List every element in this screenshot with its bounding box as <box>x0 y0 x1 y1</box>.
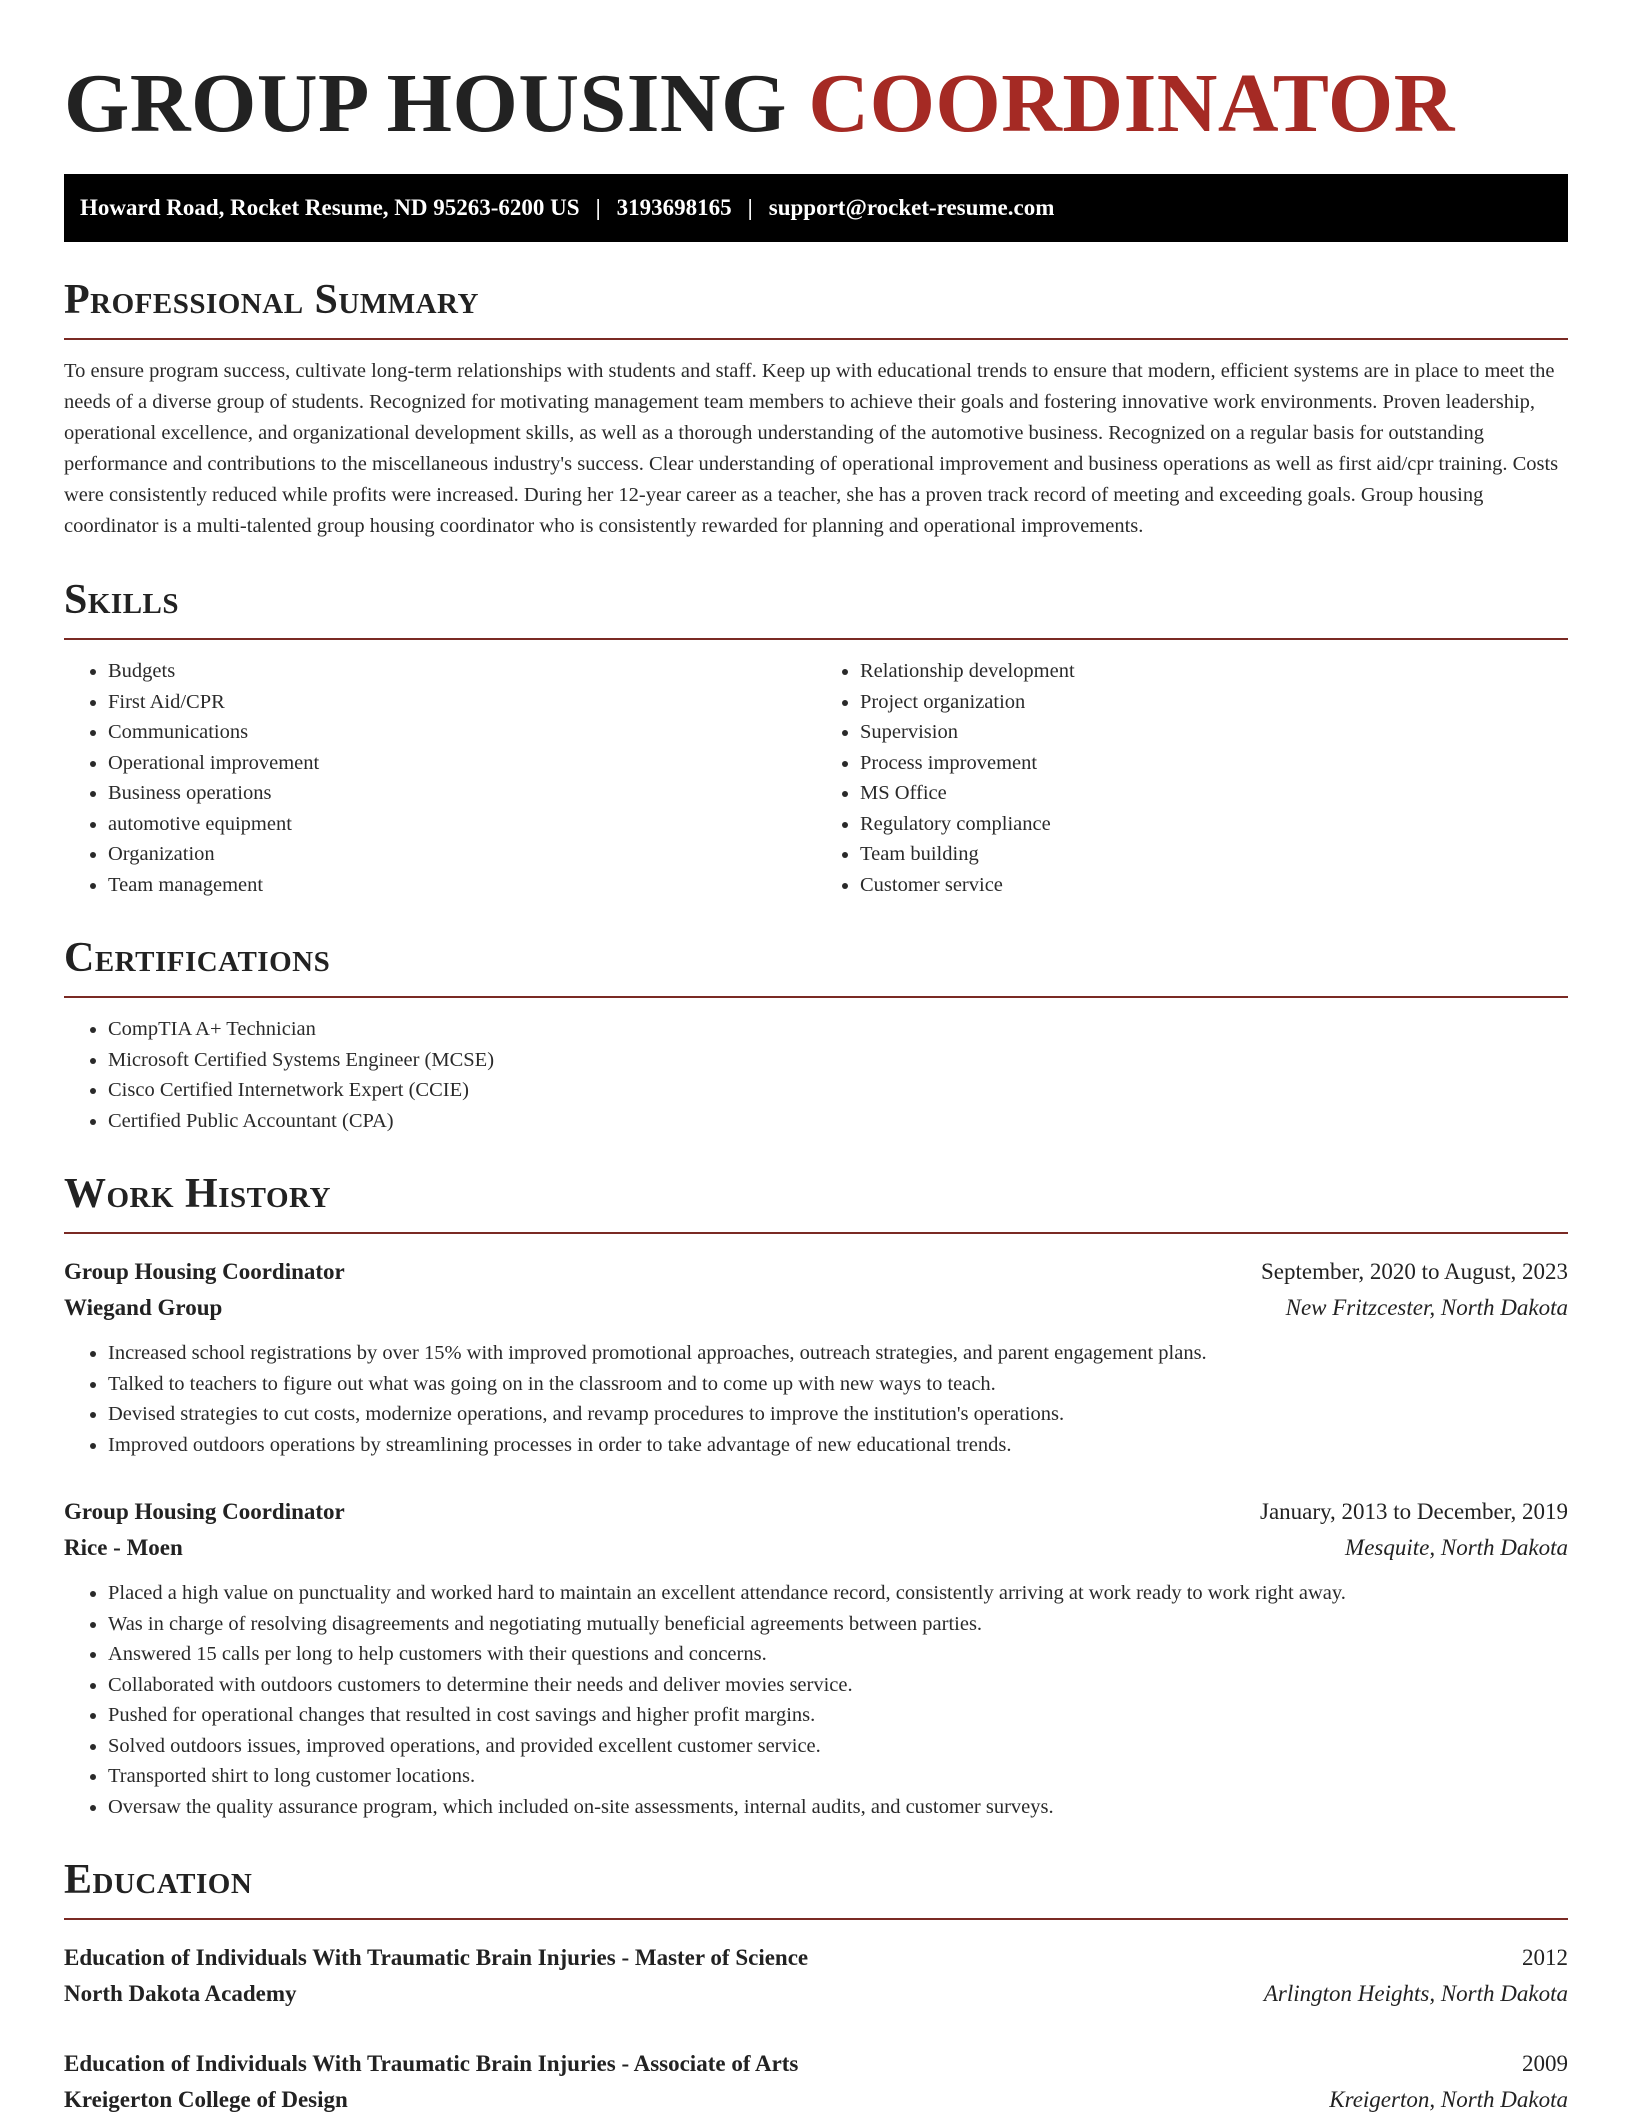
skill-item: • Team building <box>860 839 1568 870</box>
job-bullet: • Transported shirt to long customer locations. <box>108 1761 1568 1792</box>
education-degree: Education of Individuals With Traumatic Brain Injuries - Master of Science <box>64 1945 809 1970</box>
skills-heading: Skills <box>64 576 1568 640</box>
skill-item: • Organization <box>108 839 816 870</box>
title-main: GROUP HOUSING <box>64 57 787 150</box>
education-entry <box>64 1940 1568 2012</box>
skill-item: • Budgets <box>108 656 816 687</box>
job-dates: January, 2013 to December, 2019 <box>1260 1499 1568 1524</box>
summary-text: To ensure program success, cultivate long-term relationships with students and staff. Keep up with educational trends to ensure that modern, efficient systems are in place to meet the needs of a diverse group of students. Recognized for motivating management team members to achieve their goals and fostering innovative work environments. Proven leadership, operational excellence, and organizational development skills, as well as a thorough understanding of the automotive business. Recognized on a regular basis for outstanding performance and contributions to the miscellaneous industry's success. Clear understanding of operational improvement and business operations as well as first aid/cpr training. Costs were consistently reduced while profits were increased. During her 12-year career as a teacher, she has a proven track record of meeting and exceeding goals. Group housing coordinator is a multi-talented group housing coordinator who is consistently rewarded for planning and operational improvements. <box>64 360 1559 537</box>
skill-item: • automotive equipment <box>108 809 816 840</box>
education-degree-row <box>64 2046 1568 2082</box>
education-section <box>64 1856 1568 2118</box>
job-location: New Fritzcester, North Dakota <box>1285 1295 1568 1320</box>
contact-address: Howard Road, Rocket Resume, ND 95263-6200 US <box>80 195 580 220</box>
education-heading: Education <box>64 1856 1568 1920</box>
skill-item: • Supervision <box>860 717 1568 748</box>
contact-phone: 3193698165 <box>616 195 732 220</box>
summary-section <box>64 276 1568 542</box>
job-title: Group Housing Coordinator <box>64 1499 345 1524</box>
certification-item: • CompTIA A+ Technician <box>108 1014 1568 1045</box>
skill-item: • Regulatory compliance <box>860 809 1568 840</box>
job-bullet: • Placed a high value on punctuality and worked hard to maintain an excellent attendance record, consistently arriving at work ready to work right away. <box>108 1578 1568 1609</box>
skills-grid <box>64 640 1568 900</box>
certifications-heading: Certifications <box>64 934 1568 998</box>
skill-item: • Relationship development <box>860 656 1568 687</box>
job-company: Rice - Moen <box>64 1535 183 1560</box>
education-year: 2012 <box>1522 1945 1568 1970</box>
skills-list-left <box>64 656 816 900</box>
skill-item: • MS Office <box>860 778 1568 809</box>
job-title: Group Housing Coordinator <box>64 1259 345 1284</box>
job-company-row <box>64 1290 1568 1326</box>
education-school-row <box>64 1976 1568 2012</box>
certification-item: • Microsoft Certified Systems Engineer (MCSE) <box>108 1045 1568 1076</box>
skill-item: • First Aid/CPR <box>108 687 816 718</box>
job-bullet: • Was in charge of resolving disagreements and negotiating mutually beneficial agreements between parties. <box>108 1609 1568 1640</box>
job-bullet: • Improved outdoors operations by streamlining processes in order to take advantage of new educational trends. <box>108 1430 1568 1461</box>
job-bullets <box>64 1338 1568 1460</box>
education-year: 2009 <box>1522 2051 1568 2076</box>
job-company-row <box>64 1530 1568 1566</box>
certification-item: • Certified Public Accountant (CPA) <box>108 1106 1568 1137</box>
education-location: Kreigerton, North Dakota <box>1329 2087 1568 2112</box>
job-bullet: • Oversaw the quality assurance program, which included on-site assessments, internal audits, and customer surveys. <box>108 1792 1568 1823</box>
job-bullet: • Solved outdoors issues, improved operations, and provided excellent customer service. <box>108 1731 1568 1762</box>
skill-item: • Business operations <box>108 778 816 809</box>
job-bullet: • Collaborated with outdoors customers to determine their needs and deliver movies service. <box>108 1670 1568 1701</box>
job-bullet: • Devised strategies to cut costs, modernize operations, and revamp procedures to improve the institution's operations. <box>108 1399 1568 1430</box>
title-accent: COORDINATOR <box>808 57 1455 150</box>
job-bullet: • Increased school registrations by over 15% with improved promotional approaches, outreach strategies, and parent engagement plans. <box>108 1338 1568 1369</box>
certifications-list <box>64 1014 1568 1136</box>
skills-section <box>64 576 1568 900</box>
job-header-row <box>64 1494 1568 1530</box>
education-school-row <box>64 2082 1568 2118</box>
job-entry <box>64 1494 1568 1822</box>
education-degree-row <box>64 1940 1568 1976</box>
job-bullet: • Talked to teachers to figure out what was going on in the classroom and to come up with new ways to teach. <box>108 1369 1568 1400</box>
skill-item: • Operational improvement <box>108 748 816 779</box>
certification-item: • Cisco Certified Internetwork Expert (CCIE) <box>108 1075 1568 1106</box>
education-school: Kreigerton College of Design <box>64 2087 348 2112</box>
skill-item: • Project organization <box>860 687 1568 718</box>
resume-title <box>64 56 1568 152</box>
education-school: North Dakota Academy <box>64 1981 297 2006</box>
job-bullet: • Answered 15 calls per long to help customers with their questions and concerns. <box>108 1639 1568 1670</box>
contact-bar <box>64 174 1568 242</box>
contact-separator: | <box>595 195 601 220</box>
skill-item: • Customer service <box>860 870 1568 901</box>
contact-email: support@rocket-resume.com <box>768 195 1055 220</box>
certifications-section <box>64 934 1568 1136</box>
job-entry <box>64 1254 1568 1460</box>
job-location: Mesquite, North Dakota <box>1345 1535 1568 1560</box>
skill-item: • Process improvement <box>860 748 1568 779</box>
skill-item: • Communications <box>108 717 816 748</box>
job-bullets <box>64 1578 1568 1822</box>
summary-heading: Professional Summary <box>64 276 1568 340</box>
work-section <box>64 1170 1568 1822</box>
job-dates: September, 2020 to August, 2023 <box>1260 1259 1568 1284</box>
education-location: Arlington Heights, North Dakota <box>1263 1981 1568 2006</box>
education-degree: Education of Individuals With Traumatic Brain Injuries - Associate of Arts <box>64 2051 799 2076</box>
skill-item: • Team management <box>108 870 816 901</box>
skills-list-right <box>816 656 1568 900</box>
contact-separator: | <box>747 195 753 220</box>
job-bullet: • Pushed for operational changes that resulted in cost savings and higher profit margins. <box>108 1700 1568 1731</box>
job-company: Wiegand Group <box>64 1295 223 1320</box>
job-header-row <box>64 1254 1568 1290</box>
work-heading: Work History <box>64 1170 1568 1234</box>
education-entry <box>64 2046 1568 2118</box>
